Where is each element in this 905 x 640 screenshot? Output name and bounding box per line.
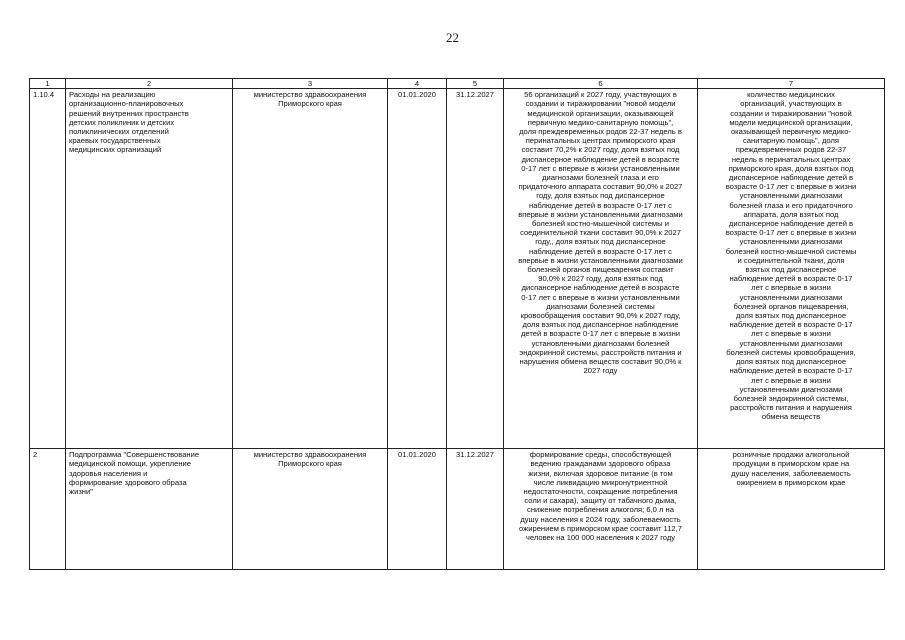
start-date: 01.01.2020 (388, 89, 447, 449)
header-cell: 5 (447, 79, 504, 89)
end-date: 31.12.2027 (447, 89, 504, 449)
header-cell: 1 (30, 79, 66, 89)
indicator-link: розничные продажи алкогольной продукции в приморском крае на душу населения, заболеваемость ожирением в приморском крае (698, 449, 885, 570)
row-number: 1.10.4 (30, 89, 66, 449)
row-number: 2 (30, 449, 66, 570)
header-row (30, 79, 885, 89)
page-number: 22 (446, 30, 459, 45)
end-date: 31.12.2027 (447, 449, 504, 570)
header-cell: 7 (698, 79, 885, 89)
header-cell: 6 (504, 79, 698, 89)
header-cell: 2 (66, 79, 233, 89)
executor: министерство здравоохранения Приморского края (233, 89, 388, 449)
expected-result: формирование среды, способствующей ведению гражданами здорового образа жизни, включая здоровое питание (в том числе ликвидацию микронутриентной недостаточности, сокращение потребления соли и сахара), защиту от табачного дыма, снижение потребления алкоголя; 6,0 л на душу населения к 2024 году, заболеваемость ожирением в приморском крае составит 112,7 человек на 100 000 населения к 2027 году (504, 449, 698, 570)
activity-name: Расходы на реализацию организационно-планировочных решений внутренних пространств детских поликлиник и детских поликлинических отделений краевых государственных медицинских организаций (66, 89, 233, 449)
program-table (29, 78, 885, 570)
indicator-link: количество медицинских организаций, участвующих в создании и тиражировании "новой модели медицинской организации, оказывающей первичную медико- санитарную помощь", доля преждевременных родов 22-37 недель в перинатальных центрах приморского края, доля взятых под диспансерное наблюдение детей в возрасте 0-17 лет с впервые в жизни установленными диагнозами болезней глаза и его придаточного аппарата, доля взятых под диспансерное наблюдение детей в возрасте 0-17 лет с впервые в жизни установленными диагнозами болезней костно-мышечной системы и соединительной ткани, доля взятых под диспансерное наблюдение детей в возрасте 0-17 лет с впервые в жизни установленными диагнозами болезней органов пищеварения, доля взятых под диспансерное наблюдение детей в возрасте 0-17 лет с впервые в жизни установленными диагнозами болезней системы кровообращения, доля взятых под диспансерное наблюдение детей в возрасте 0-17 лет с впервые в жизни установленными диагнозами болезней эндокринной системы, расстройств питания и нарушения обмена веществ (698, 89, 885, 449)
activity-name: Подпрограмма "Совершенствование медицинской помощи, укрепление здоровья населения и формирование здорового образа жизни" (66, 449, 233, 570)
start-date: 01.01.2020 (388, 449, 447, 570)
expected-result: 56 организаций к 2027 году, участвующих в создании и тиражировании "новой модели медицинской организации, оказывающей первичную медико-санитарную помощь", доля преждевременных родов 22-37 недель в перинатальных центрах приморского края составит 70,2% к 2027 году, доля взятых под диспансерное наблюдение детей в возрасте 0-17 лет с впервые в жизни установленными диагнозами болезней глаза и его придаточного аппарата составит 90,0% к 2027 году, доля взятых под диспансерное наблюдение детей в возрасте 0-17 лет с впервые в жизни установленными диагнозами болезней костно-мышечной системы и соединительной ткани составит 90,0% к 2027 году,, доля взятых под диспансерное наблюдение детей в возрасте 0-17 лет с впервые в жизни установленными диагнозами болезней органов пищеварения составит 90,0% к 2027 году, доля взятых под диспансерное наблюдение детей в возрасте 0-17 лет с впервые в жизни установленными диагнозами болезней системы кровообращения составит 90,0% к 2027 году, доля взятых под диспансерное наблюдение детей в возрасте 0-17 лет с впервые в жизни установленными диагнозами болезней эндокринной системы, расстройств питания и нарушения обмена веществ составит 90,0% к 2027 году (504, 89, 698, 449)
header-cell: 3 (233, 79, 388, 89)
executor: министерство здравоохранения Приморского края (233, 449, 388, 570)
table-row (30, 449, 885, 570)
table-row (30, 89, 885, 449)
header-cell: 4 (388, 79, 447, 89)
